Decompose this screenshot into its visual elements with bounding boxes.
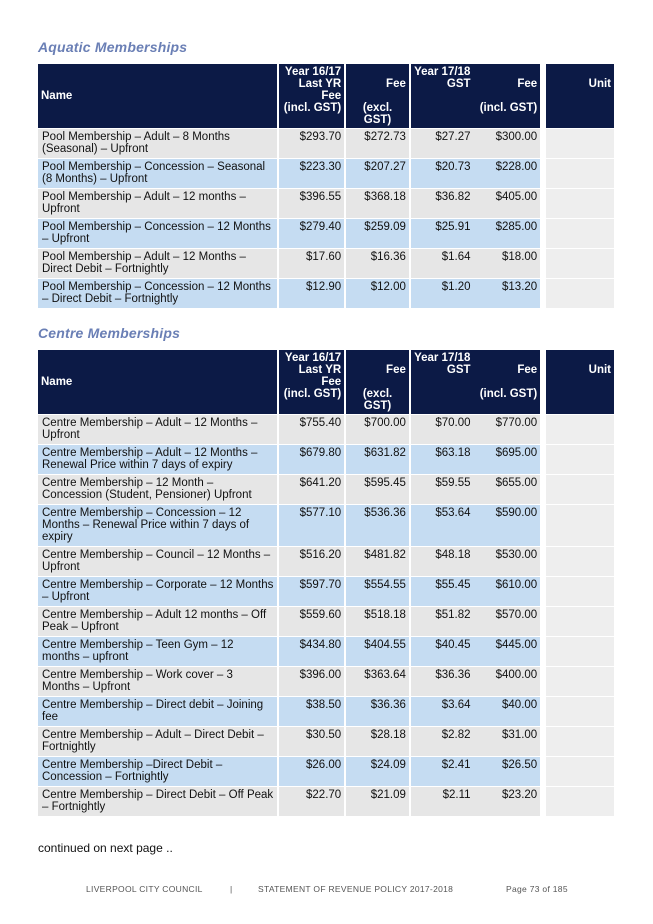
cell-name: Centre Membership –Direct Debit – Concession – Fortnightly xyxy=(38,756,279,786)
table-row xyxy=(38,696,614,726)
table-row xyxy=(38,576,614,606)
centre-memberships-table xyxy=(38,350,614,816)
cell-name: Centre Membership – 12 Month – Concession (Student, Pensioner) Upfront xyxy=(38,474,279,504)
cell-gst: $48.18 xyxy=(411,546,474,576)
cell-unit xyxy=(546,188,614,218)
cell-fee-excl-gst: $536.36 xyxy=(346,504,411,546)
cell-fee-incl-gst: $285.00 xyxy=(474,218,541,248)
table-row xyxy=(38,636,614,666)
cell-fee-incl-gst: $655.00 xyxy=(474,474,541,504)
header-incl-gst-prev: (incl. GST) xyxy=(283,388,342,400)
cell-gst: $3.64 xyxy=(411,696,474,726)
cell-name: Pool Membership – Adult – 8 Months (Seasonal) – Upfront xyxy=(38,128,279,158)
cell-last-yr-fee: $679.80 xyxy=(279,444,347,474)
cell-unit xyxy=(546,726,614,756)
cell-fee-excl-gst: $28.18 xyxy=(346,726,411,756)
header-year-prev: Year 16/17 xyxy=(284,352,342,364)
cell-fee-incl-gst: $228.00 xyxy=(474,158,541,188)
table-row xyxy=(38,158,614,188)
header-fee-label: Fee xyxy=(386,364,406,376)
footer-doc-title: STATEMENT OF REVENUE POLICY 2017-2018 xyxy=(258,884,454,894)
header-fee-incl-label: Fee xyxy=(517,78,538,90)
header-row xyxy=(38,350,614,414)
cell-gst: $59.55 xyxy=(411,474,474,504)
cell-unit xyxy=(546,576,614,606)
table-row xyxy=(38,474,614,504)
cell-last-yr-fee: $30.50 xyxy=(279,726,347,756)
header-incl-gst: (incl. GST) xyxy=(479,388,538,400)
footer-separator: | xyxy=(230,884,233,894)
cell-unit xyxy=(546,636,614,666)
table-row xyxy=(38,786,614,816)
cell-unit xyxy=(546,546,614,576)
table-row xyxy=(38,444,614,474)
table-row xyxy=(38,414,614,444)
header-incl-gst: (incl. GST) xyxy=(479,102,538,114)
cell-name: Centre Membership – Work cover – 3 Months – Upfront xyxy=(38,666,279,696)
cell-fee-incl-gst: $405.00 xyxy=(474,188,541,218)
cell-gst: $25.91 xyxy=(411,218,474,248)
cell-gst: $53.64 xyxy=(411,504,474,546)
cell-unit xyxy=(546,786,614,816)
header-unit: Unit xyxy=(546,350,614,414)
table-row xyxy=(38,606,614,636)
header-excl-gst: (excl. GST) xyxy=(362,388,393,412)
table-row xyxy=(38,248,614,278)
table-row xyxy=(38,188,614,218)
cell-name: Pool Membership – Concession – 12 Months – Direct Debit – Fortnightly xyxy=(38,278,279,308)
section-title-aquatic: Aquatic Memberships xyxy=(38,39,188,55)
cell-gst: $70.00 xyxy=(411,414,474,444)
cell-fee-incl-gst: $530.00 xyxy=(474,546,541,576)
cell-gst: $51.82 xyxy=(411,606,474,636)
cell-fee-excl-gst: $631.82 xyxy=(346,444,411,474)
cell-last-yr-fee: $396.00 xyxy=(279,666,347,696)
header-fee-excl xyxy=(346,350,471,414)
cell-unit xyxy=(546,444,614,474)
cell-fee-excl-gst: $404.55 xyxy=(346,636,411,666)
cell-fee-excl-gst: $16.36 xyxy=(346,248,411,278)
cell-last-yr-fee: $559.60 xyxy=(279,606,347,636)
cell-fee-incl-gst: $40.00 xyxy=(474,696,541,726)
cell-last-yr-fee: $641.20 xyxy=(279,474,347,504)
cell-unit xyxy=(546,248,614,278)
header-row xyxy=(38,64,614,128)
cell-unit xyxy=(546,128,614,158)
cell-last-yr-fee: $597.70 xyxy=(279,576,347,606)
cell-last-yr-fee: $516.20 xyxy=(279,546,347,576)
cell-gst: $36.82 xyxy=(411,188,474,218)
cell-fee-incl-gst: $300.00 xyxy=(474,128,541,158)
header-last-yr-fee xyxy=(279,64,347,128)
cell-fee-incl-gst: $610.00 xyxy=(474,576,541,606)
cell-name: Pool Membership – Concession – 12 Months – Upfront xyxy=(38,218,279,248)
cell-fee-excl-gst: $481.82 xyxy=(346,546,411,576)
table-row xyxy=(38,278,614,308)
cell-name: Centre Membership – Council – 12 Months – Upfront xyxy=(38,546,279,576)
cell-last-yr-fee: $22.70 xyxy=(279,786,347,816)
cell-fee-excl-gst: $700.00 xyxy=(346,414,411,444)
cell-gst: $2.82 xyxy=(411,726,474,756)
header-excl-gst: (excl. GST) xyxy=(362,102,393,126)
table-row xyxy=(38,666,614,696)
cell-last-yr-fee: $577.10 xyxy=(279,504,347,546)
cell-fee-excl-gst: $259.09 xyxy=(346,218,411,248)
header-fee-incl-label: Fee xyxy=(517,364,538,376)
cell-name: Centre Membership – Corporate – 12 Months – Upfront xyxy=(38,576,279,606)
table-row xyxy=(38,504,614,546)
cell-fee-incl-gst: $18.00 xyxy=(474,248,541,278)
cell-name: Centre Membership – Adult 12 months – Off Peak – Upfront xyxy=(38,606,279,636)
table-row xyxy=(38,128,614,158)
cell-unit xyxy=(546,504,614,546)
cell-name: Centre Membership – Teen Gym – 12 months – upfront xyxy=(38,636,279,666)
header-unit: Unit xyxy=(546,64,614,128)
cell-last-yr-fee: $293.70 xyxy=(279,128,347,158)
table-row xyxy=(38,546,614,576)
cell-unit xyxy=(546,756,614,786)
aquatic-memberships-table xyxy=(38,64,614,308)
cell-gst: $40.45 xyxy=(411,636,474,666)
cell-unit xyxy=(546,696,614,726)
cell-gst: $1.64 xyxy=(411,248,474,278)
cell-gst: $2.11 xyxy=(411,786,474,816)
cell-unit xyxy=(546,158,614,188)
cell-fee-excl-gst: $207.27 xyxy=(346,158,411,188)
cell-last-yr-fee: $223.30 xyxy=(279,158,347,188)
header-fee-label: Fee xyxy=(386,78,406,90)
cell-fee-excl-gst: $554.55 xyxy=(346,576,411,606)
footer-page-number: Page 73 of 185 xyxy=(506,884,568,894)
cell-fee-incl-gst: $13.20 xyxy=(474,278,541,308)
cell-last-yr-fee: $26.00 xyxy=(279,756,347,786)
cell-unit xyxy=(546,606,614,636)
cell-gst: $63.18 xyxy=(411,444,474,474)
cell-name: Centre Membership – Adult – Direct Debit – Fortnightly xyxy=(38,726,279,756)
cell-fee-excl-gst: $36.36 xyxy=(346,696,411,726)
cell-last-yr-fee: $38.50 xyxy=(279,696,347,726)
cell-fee-incl-gst: $400.00 xyxy=(474,666,541,696)
header-gst-label: GST xyxy=(446,78,471,90)
cell-gst: $55.45 xyxy=(411,576,474,606)
section-title-centre: Centre Memberships xyxy=(38,325,181,341)
cell-name: Centre Membership – Adult – 12 Months – Upfront xyxy=(38,414,279,444)
table-row xyxy=(38,218,614,248)
cell-fee-incl-gst: $23.20 xyxy=(474,786,541,816)
cell-unit xyxy=(546,666,614,696)
cell-fee-excl-gst: $21.09 xyxy=(346,786,411,816)
header-year-curr: Year 17/18 xyxy=(414,66,471,78)
cell-fee-excl-gst: $363.64 xyxy=(346,666,411,696)
cell-name: Pool Membership – Concession – Seasonal (8 Months) – Upfront xyxy=(38,158,279,188)
cell-last-yr-fee: $279.40 xyxy=(279,218,347,248)
cell-fee-excl-gst: $595.45 xyxy=(346,474,411,504)
continued-note: continued on next page .. xyxy=(38,841,173,855)
header-last-yr-fee-label: Last YR Fee xyxy=(298,364,342,388)
header-incl-gst-prev: (incl. GST) xyxy=(283,102,342,114)
cell-gst: $20.73 xyxy=(411,158,474,188)
cell-fee-incl-gst: $695.00 xyxy=(474,444,541,474)
footer-org: LIVERPOOL CITY COUNCIL xyxy=(86,884,203,894)
cell-gst: $27.27 xyxy=(411,128,474,158)
cell-fee-incl-gst: $26.50 xyxy=(474,756,541,786)
cell-fee-incl-gst: $590.00 xyxy=(474,504,541,546)
header-name: Name xyxy=(38,350,279,414)
cell-fee-incl-gst: $445.00 xyxy=(474,636,541,666)
cell-unit xyxy=(546,218,614,248)
cell-fee-incl-gst: $31.00 xyxy=(474,726,541,756)
cell-name: Centre Membership – Direct debit – Joining fee xyxy=(38,696,279,726)
cell-fee-excl-gst: $272.73 xyxy=(346,128,411,158)
header-name: Name xyxy=(38,64,279,128)
cell-last-yr-fee: $12.90 xyxy=(279,278,347,308)
cell-fee-excl-gst: $12.00 xyxy=(346,278,411,308)
cell-fee-excl-gst: $368.18 xyxy=(346,188,411,218)
header-gst-label: GST xyxy=(446,364,471,376)
cell-name: Pool Membership – Adult – 12 months – Upfront xyxy=(38,188,279,218)
cell-gst: $2.41 xyxy=(411,756,474,786)
header-last-yr-fee-label: Last YR Fee xyxy=(298,78,342,102)
cell-fee-incl-gst: $570.00 xyxy=(474,606,541,636)
table-row xyxy=(38,756,614,786)
cell-last-yr-fee: $17.60 xyxy=(279,248,347,278)
cell-unit xyxy=(546,414,614,444)
cell-gst: $36.36 xyxy=(411,666,474,696)
cell-gst: $1.20 xyxy=(411,278,474,308)
cell-name: Centre Membership – Direct Debit – Off Peak – Fortnightly xyxy=(38,786,279,816)
cell-unit xyxy=(546,278,614,308)
header-fee-excl xyxy=(346,64,471,128)
table-row xyxy=(38,726,614,756)
cell-name: Centre Membership – Adult – 12 Months – Renewal Price within 7 days of expiry xyxy=(38,444,279,474)
cell-name: Pool Membership – Adult – 12 Months – Direct Debit – Fortnightly xyxy=(38,248,279,278)
cell-fee-excl-gst: $518.18 xyxy=(346,606,411,636)
cell-fee-excl-gst: $24.09 xyxy=(346,756,411,786)
header-year-curr: Year 17/18 xyxy=(414,352,471,364)
cell-last-yr-fee: $434.80 xyxy=(279,636,347,666)
header-year-prev: Year 16/17 xyxy=(284,66,342,78)
header-last-yr-fee xyxy=(279,350,347,414)
cell-unit xyxy=(546,474,614,504)
cell-fee-incl-gst: $770.00 xyxy=(474,414,541,444)
cell-last-yr-fee: $755.40 xyxy=(279,414,347,444)
cell-name: Centre Membership – Concession – 12 Months – Renewal Price within 7 days of expiry xyxy=(38,504,279,546)
cell-last-yr-fee: $396.55 xyxy=(279,188,347,218)
